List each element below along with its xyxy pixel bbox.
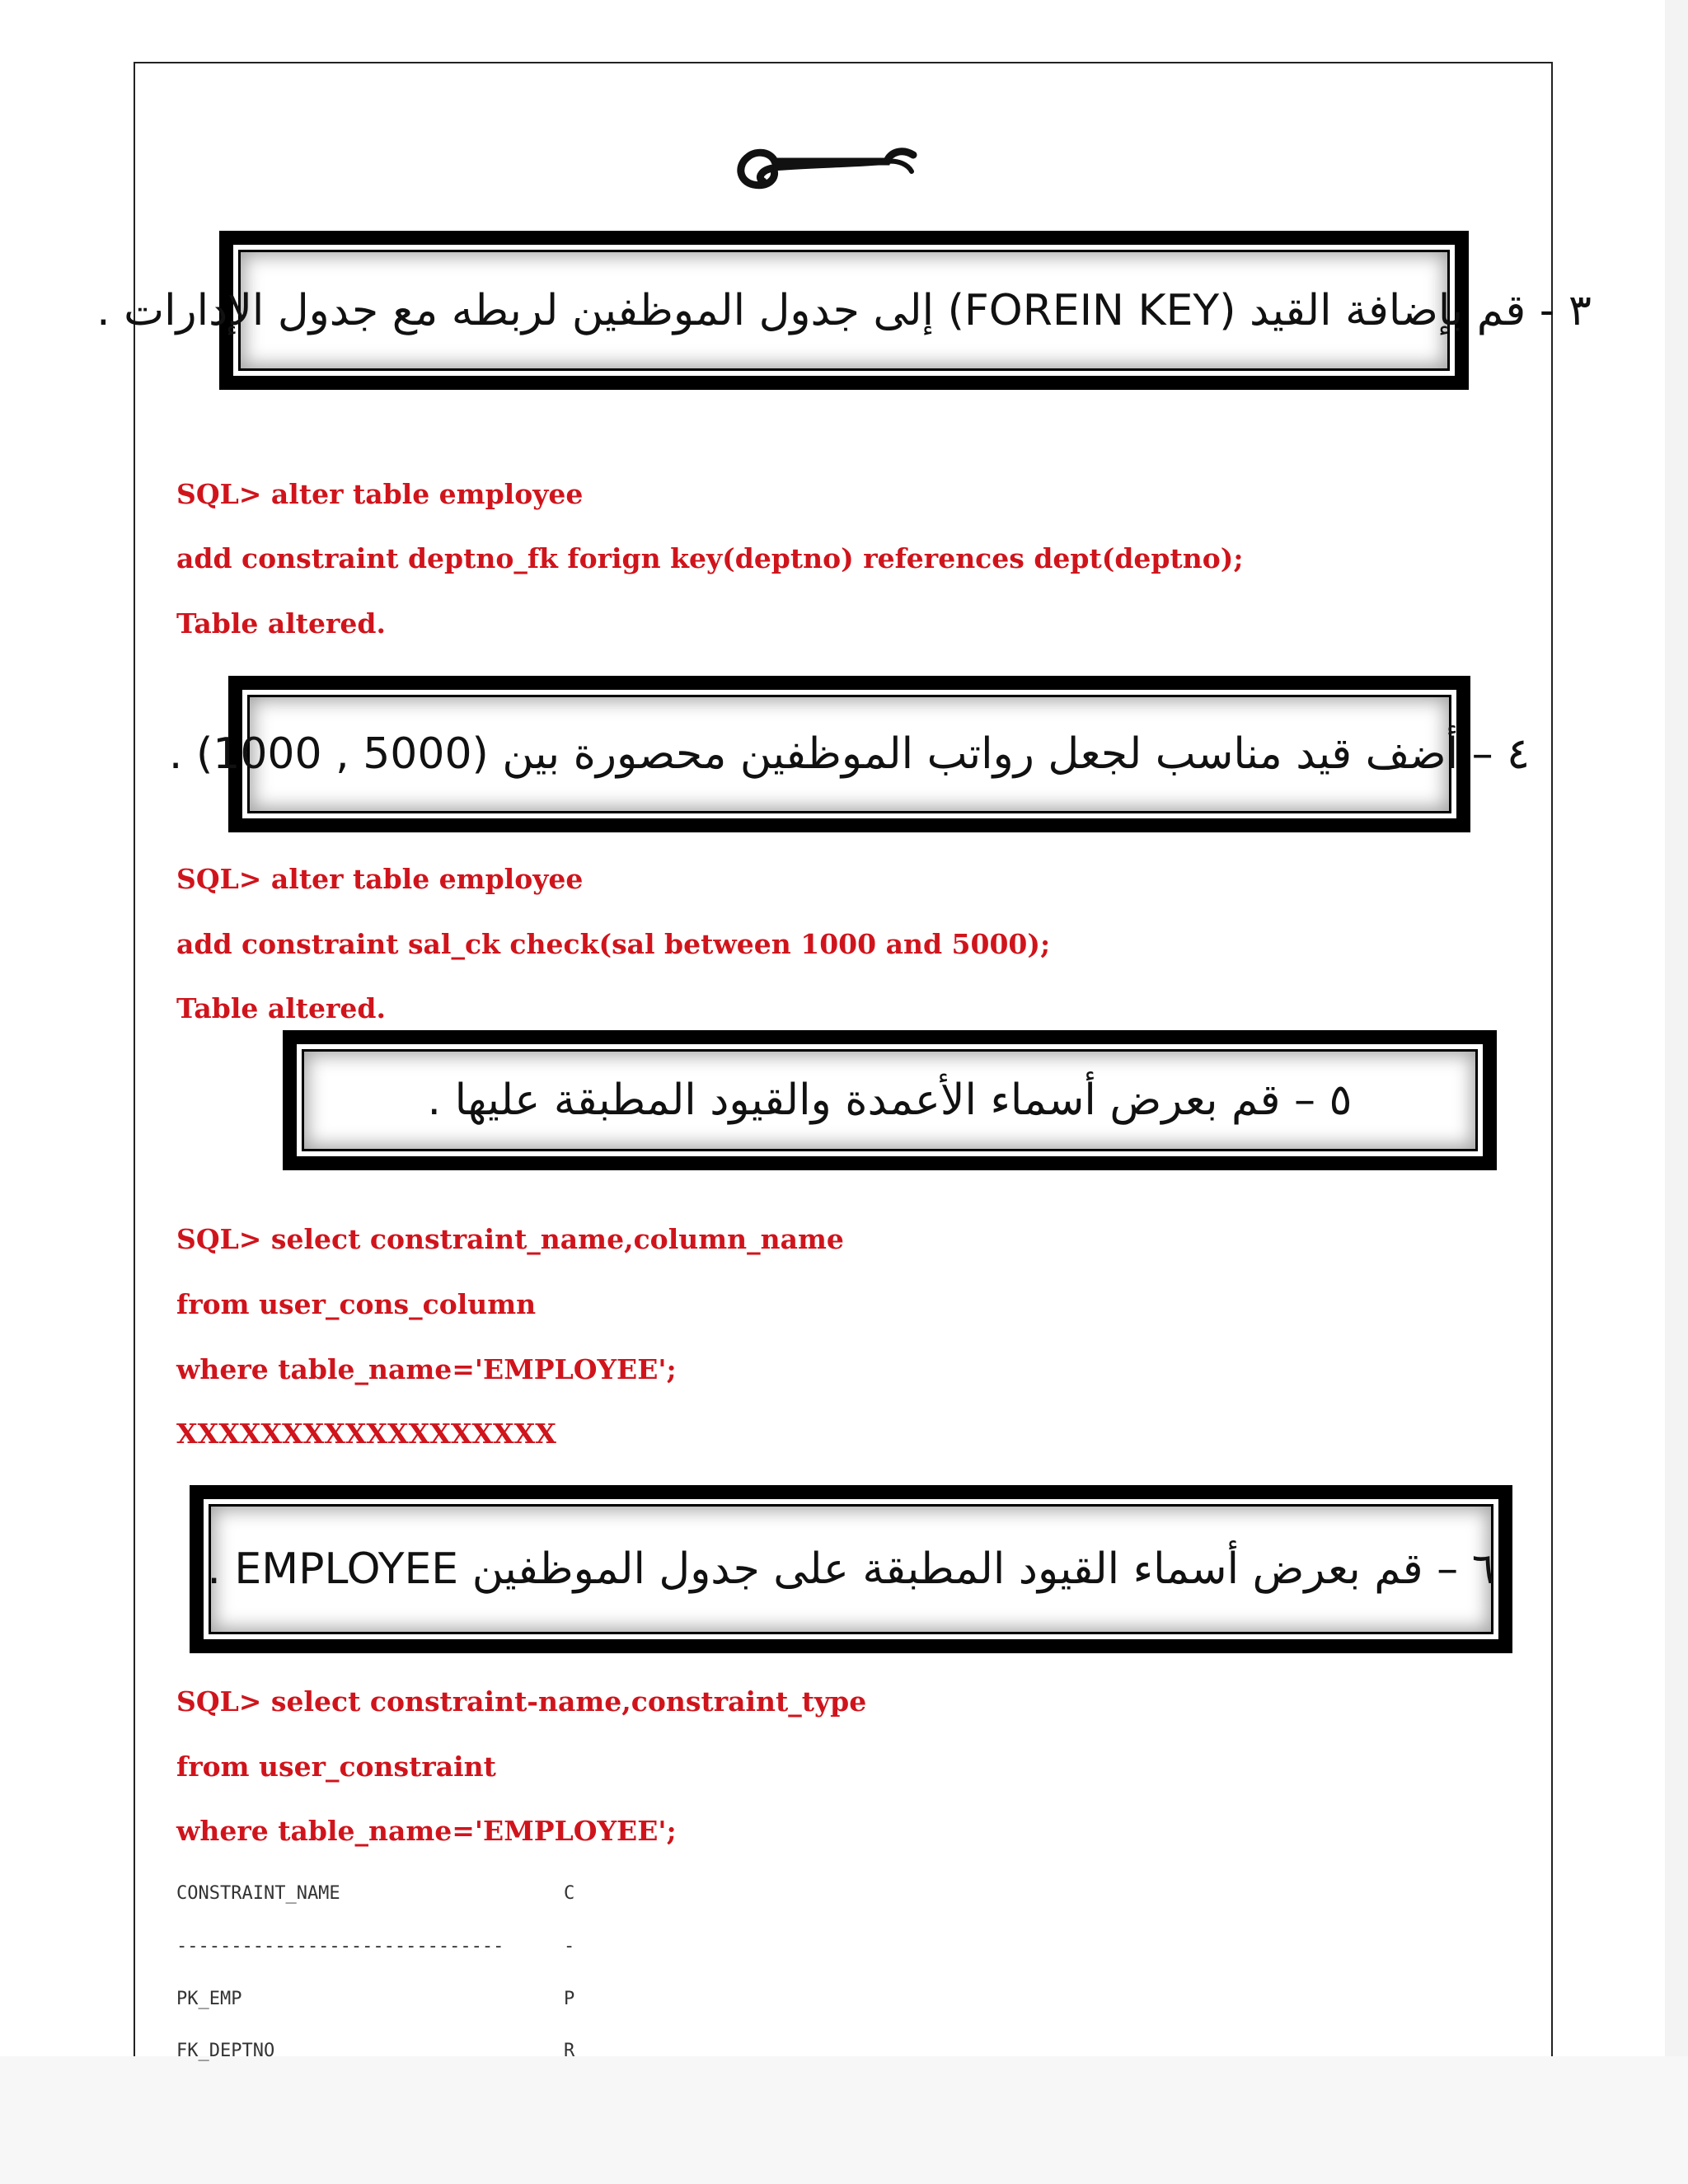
result-row-type: R	[564, 2041, 575, 2061]
solution-heading-calligraphy	[725, 132, 923, 198]
result-separator: ------------------------------	[176, 1936, 504, 1957]
sql-line: where table_name='EMPLOYEE';	[176, 1353, 677, 1385]
sql-line: where table_name='EMPLOYEE';	[176, 1815, 677, 1847]
sql-output-line: Table altered.	[176, 607, 386, 640]
question-box-4	[168, 676, 1531, 832]
sql-line: add constraint sal_ck check(sal between 1000 and 5000);	[176, 928, 1051, 960]
result-row-name: FK_DEPTNO	[176, 2041, 275, 2061]
sql-line: add constraint deptno_fk forign key(deptno) references dept(deptno);	[176, 542, 1244, 574]
question-text: ٤ – أضف قيد مناسب لجعل رواتب الموظفين محصورة بين (5000 , 1000) .	[168, 729, 1531, 779]
question-text: ٦ – قم بعرض أسماء القيود المطبقة على جدول الموظفين EMPLOYEE .	[207, 1544, 1495, 1594]
sql-output-line: XXXXXXXXXXXXXXXXXX	[176, 1418, 556, 1450]
sql-line: from user_cons_column	[176, 1288, 537, 1320]
question-box-3	[96, 231, 1592, 390]
sql-line: SQL> select constraint-name,constraint_type	[176, 1685, 867, 1718]
result-row-clipped	[134, 2036, 1552, 2061]
page-margin-bottom	[0, 2056, 1688, 2184]
result-header-name: CONSTRAINT_NAME	[176, 1883, 340, 1904]
result-header-type: C	[564, 1883, 575, 1904]
sql-line: SQL> alter table employee	[176, 863, 584, 895]
question-text: ٥ – قم بعرض أسماء الأعمدة والقيود المطبقة عليها .	[427, 1076, 1353, 1125]
question-text: ٣ - قم بإضافة القيد (FOREIN KEY) إلى جدول الموظفين لربطه مع جدول الإدارات .	[96, 285, 1592, 335]
result-row-name: PK_EMP	[176, 1989, 242, 2009]
question-box-5	[283, 1030, 1497, 1170]
result-row-type: P	[564, 1989, 575, 2009]
sql-output-line: Table altered.	[176, 992, 386, 1024]
page-margin-right	[1665, 0, 1688, 2184]
sql-line: from user_constraint	[176, 1750, 496, 1783]
sql-line: SQL> alter table employee	[176, 478, 584, 510]
sql-line: SQL> select constraint_name,column_name	[176, 1223, 844, 1255]
result-separator: -	[564, 1936, 575, 1957]
question-box-6	[190, 1485, 1512, 1653]
